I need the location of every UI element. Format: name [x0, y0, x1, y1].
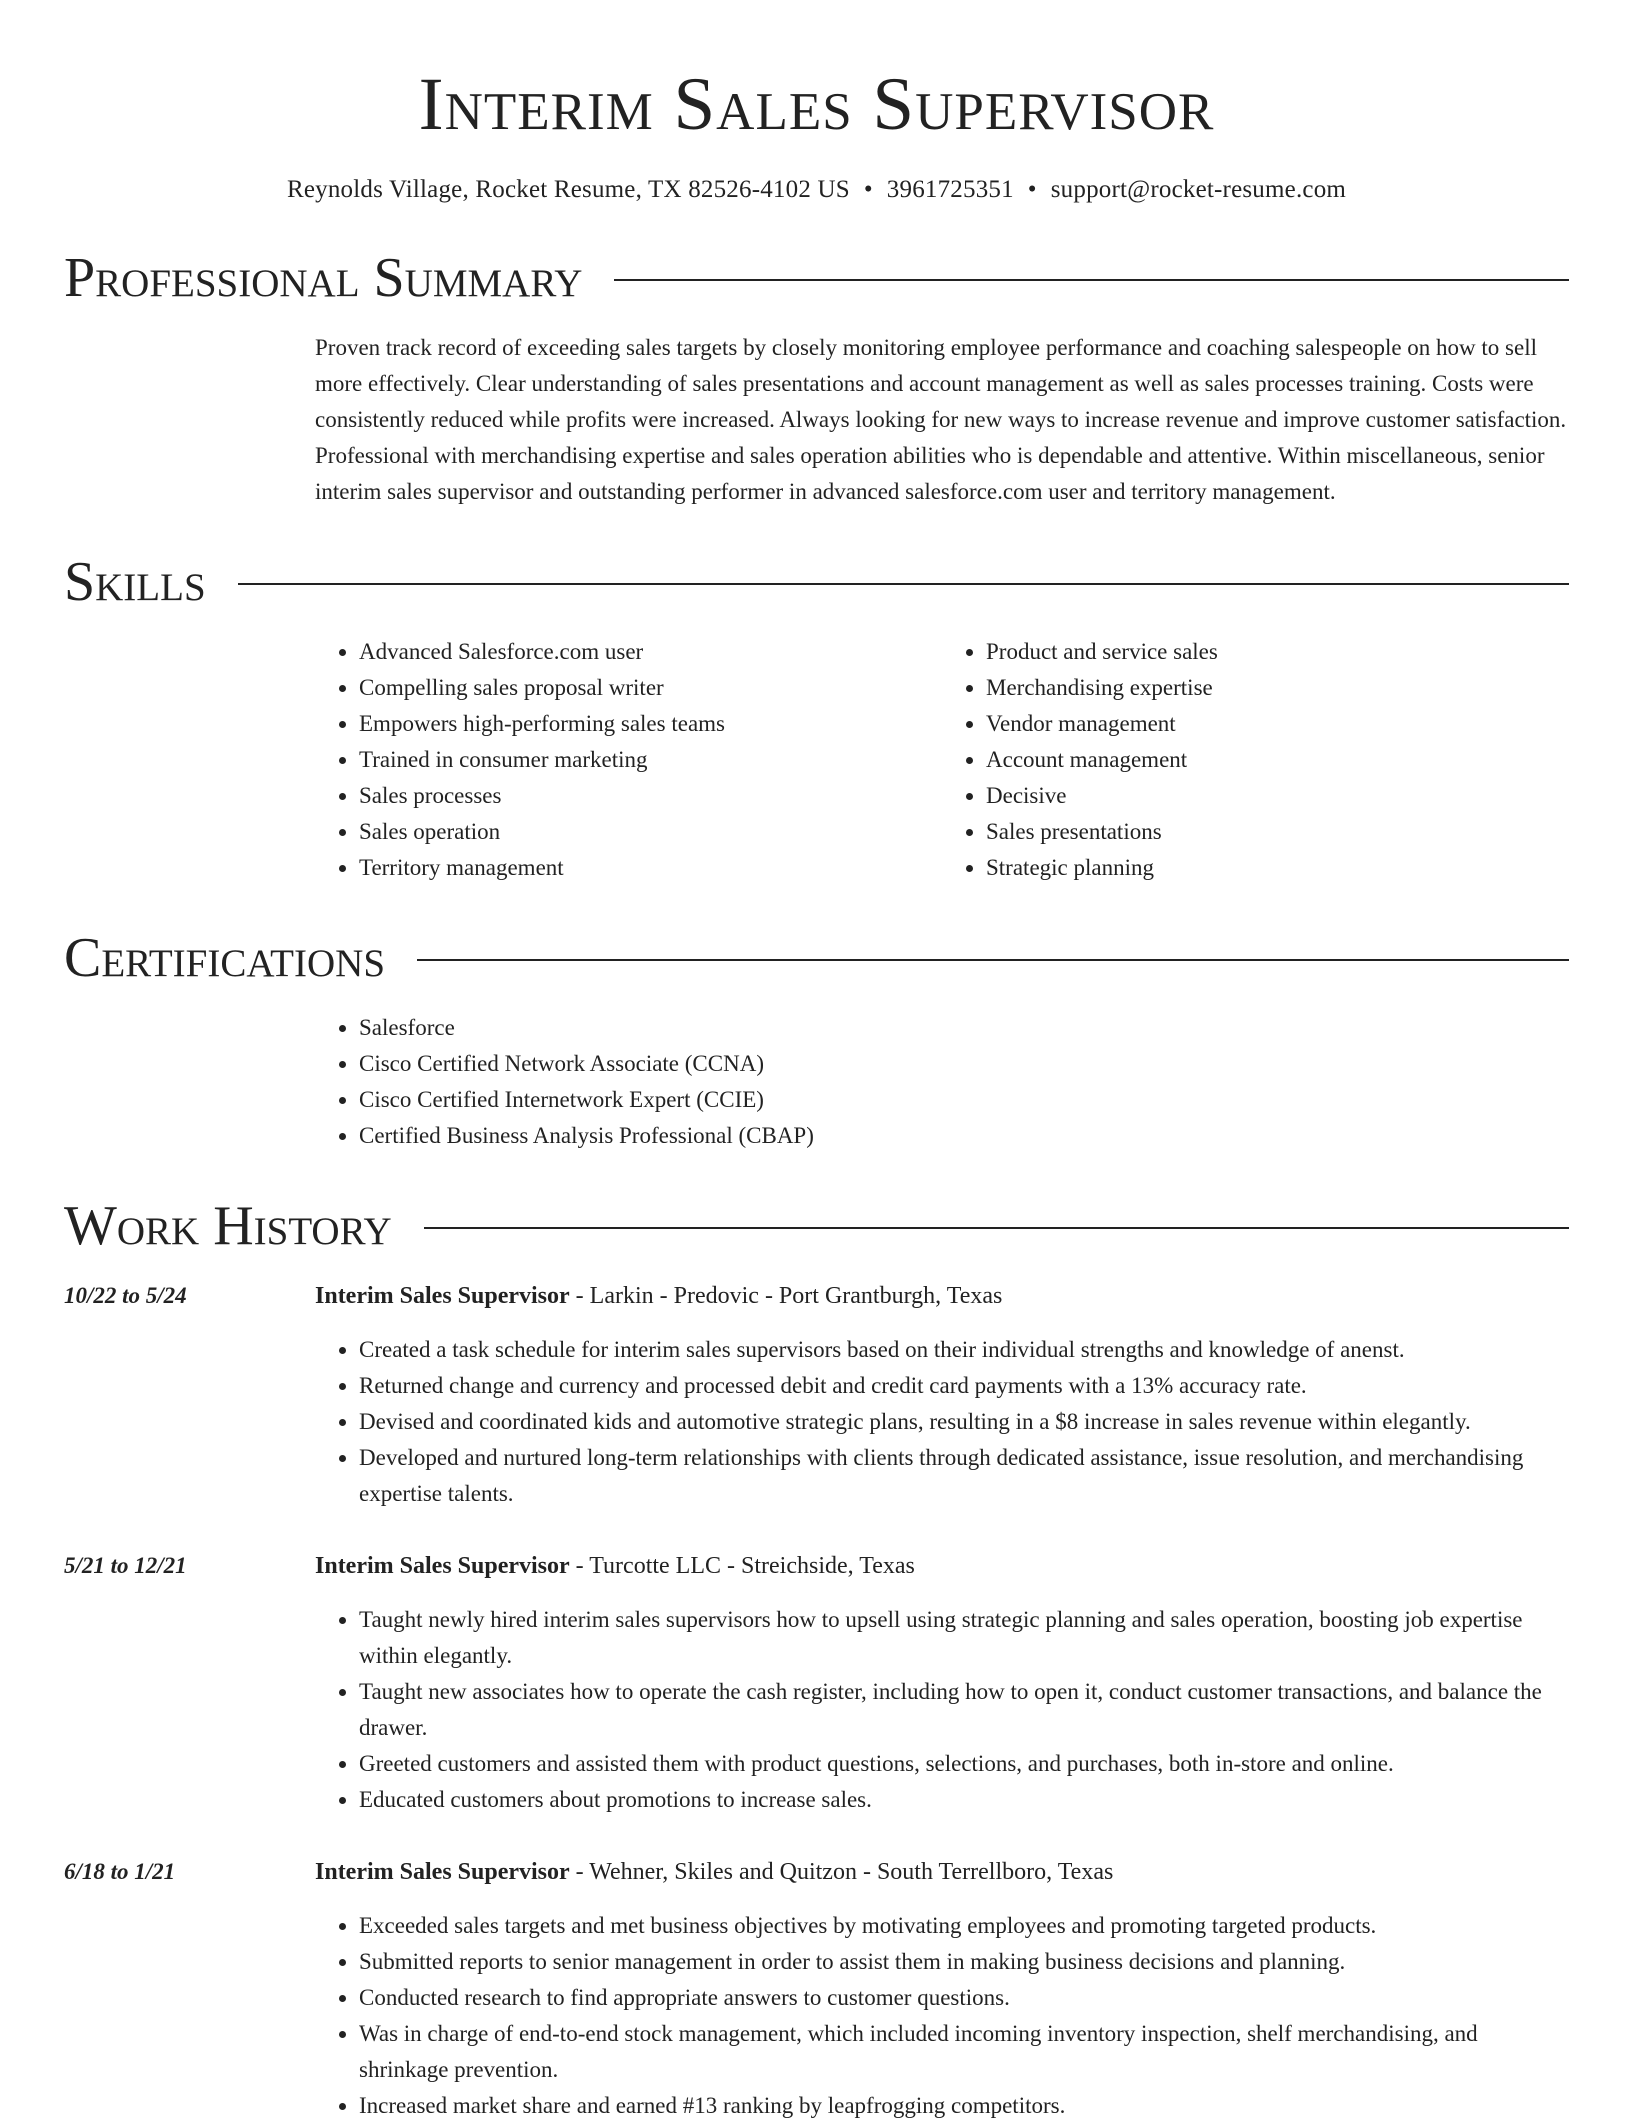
skill-item: • Sales presentations — [986, 814, 1569, 850]
skill-item: • Strategic planning — [986, 850, 1569, 886]
job-dates: 10/22 to 5/24 — [64, 1283, 187, 1308]
work-history-section-header — [64, 1194, 1569, 1258]
skill-item: • Account management — [986, 742, 1569, 778]
contact-phone: 3961725351 — [886, 176, 1014, 203]
skill-item: • Decisive — [986, 778, 1569, 814]
contact-separator: • — [863, 176, 873, 203]
certification-item: • Certified Business Analysis Professional (CBAP) — [359, 1118, 1569, 1154]
job-bullet: • Submitted reports to senior management in order to assist them in making business decisions and planning. — [359, 1944, 1569, 1980]
skills-body — [315, 634, 1569, 886]
job-bullet: • Created a task schedule for interim sales supervisors based on their individual strengths and knowledge of anenst. — [359, 1332, 1569, 1368]
work-history-title: Work History — [64, 1195, 392, 1257]
job-bullets — [315, 1602, 1569, 1818]
resume-page — [64, 0, 1569, 2124]
skill-item: • Territory management — [359, 850, 942, 886]
certifications-body — [315, 1010, 1569, 1154]
skill-item: • Sales processes — [359, 778, 942, 814]
job-employer: - Turcotte LLC - Streichside, Texas — [569, 1553, 915, 1579]
job-role: Interim Sales Supervisor — [315, 1283, 570, 1309]
candidate-name: Interim Sales Supervisor — [418, 63, 1215, 146]
section-divider — [614, 279, 1569, 281]
skill-item: • Product and service sales — [986, 634, 1569, 670]
skill-item: • Merchandising expertise — [986, 670, 1569, 706]
job-employer: - Larkin - Predovic - Port Grantburgh, Texas — [569, 1283, 1003, 1309]
certification-item: • Salesforce — [359, 1010, 1569, 1046]
contact-line — [64, 174, 1569, 206]
section-divider — [424, 1227, 1569, 1229]
skill-item: • Trained in consumer marketing — [359, 742, 942, 778]
contact-email: support@rocket-resume.com — [1050, 176, 1347, 203]
certification-item: • Cisco Certified Internetwork Expert (CCIE) — [359, 1082, 1569, 1118]
certifications-section-header — [64, 926, 1569, 990]
job-dates: 6/18 to 1/21 — [64, 1859, 176, 1884]
job-bullet: • Returned change and currency and processed debit and credit card payments with a 13% accuracy rate. — [359, 1368, 1569, 1404]
certifications-title: Certifications — [64, 927, 386, 989]
certifications-list — [315, 1010, 1569, 1154]
contact-address: Reynolds Village, Rocket Resume, TX 82526-4102 US — [286, 176, 850, 203]
job-detail — [315, 1548, 1569, 1818]
skills-title: Skills — [64, 551, 206, 613]
skill-item: • Vendor management — [986, 706, 1569, 742]
job-bullet: • Was in charge of end-to-end stock management, which included incoming inventory inspection, shelf merchandising, and shrinkage prevention. — [359, 2016, 1569, 2088]
job-employer: - Wehner, Skiles and Quitzon - South Terrellboro, Texas — [569, 1859, 1114, 1885]
summary-title: Professional Summary — [64, 247, 583, 309]
job-bullet: • Educated customers about promotions to increase sales. — [359, 1782, 1569, 1818]
certification-item: • Cisco Certified Network Associate (CCNA) — [359, 1046, 1569, 1082]
skill-item: • Empowers high-performing sales teams — [359, 706, 942, 742]
job-bullets — [315, 1908, 1569, 2124]
job-title-line — [315, 1854, 1569, 1890]
job-bullet: • Developed and nurtured long-term relationships with clients through dedicated assistance, issue resolution, and merchandising expertise talents. — [359, 1440, 1569, 1512]
job-bullet: • Conducted research to find appropriate answers to customer questions. — [359, 1980, 1569, 2016]
job-bullet: • Taught newly hired interim sales supervisors how to upsell using strategic planning and sales operation, boosting job expertise within elegantly. — [359, 1602, 1569, 1674]
job-detail — [315, 1854, 1569, 2124]
skills-list-right — [942, 634, 1569, 886]
contact-separator: • — [1027, 176, 1037, 203]
section-divider — [238, 583, 1569, 585]
skills-section-header — [64, 550, 1569, 614]
job-dates: 5/21 to 12/21 — [64, 1553, 187, 1578]
job-bullet: • Greeted customers and assisted them with product questions, selections, and purchases, both in-store and online. — [359, 1746, 1569, 1782]
skill-item: • Sales operation — [359, 814, 942, 850]
job-title-line — [315, 1278, 1569, 1314]
skills-list-left — [315, 634, 942, 886]
section-divider — [417, 959, 1569, 961]
summary-body — [315, 330, 1569, 510]
job-bullets — [315, 1332, 1569, 1512]
job-role: Interim Sales Supervisor — [315, 1859, 570, 1885]
job-bullet: • Exceeded sales targets and met business objectives by motivating employees and promoting targeted products. — [359, 1908, 1569, 1944]
skill-item: • Compelling sales proposal writer — [359, 670, 942, 706]
job-entry — [64, 1278, 1569, 1512]
job-title-line — [315, 1548, 1569, 1584]
skill-item: • Advanced Salesforce.com user — [359, 634, 942, 670]
job-bullet: • Increased market share and earned #13 ranking by leapfrogging competitors. — [359, 2088, 1569, 2124]
job-entry — [64, 1548, 1569, 1818]
job-bullet: • Devised and coordinated kids and automotive strategic plans, resulting in a $8 increase in sales revenue within elegantly. — [359, 1404, 1569, 1440]
job-detail — [315, 1278, 1569, 1512]
job-role: Interim Sales Supervisor — [315, 1553, 570, 1579]
job-bullet: • Taught new associates how to operate the cash register, including how to open it, conduct customer transactions, and balance the drawer. — [359, 1674, 1569, 1746]
summary-text: Proven track record of exceeding sales targets by closely monitoring employee performance and coaching salespeople on how to sell more effectively. Clear understanding of sales presentations and account management as well as sales processes training. Costs were consistently reduced while profits were increased. Always looking for new ways to increase revenue and improve customer satisfaction. Professional with merchandising expertise and sales operation abilities who is dependable and attentive. Within miscellaneous, senior interim sales supervisor and outstanding performer in advanced salesforce.com user and territory management. — [315, 335, 1567, 504]
job-entry — [64, 1854, 1569, 2124]
summary-section-header — [64, 246, 1569, 310]
